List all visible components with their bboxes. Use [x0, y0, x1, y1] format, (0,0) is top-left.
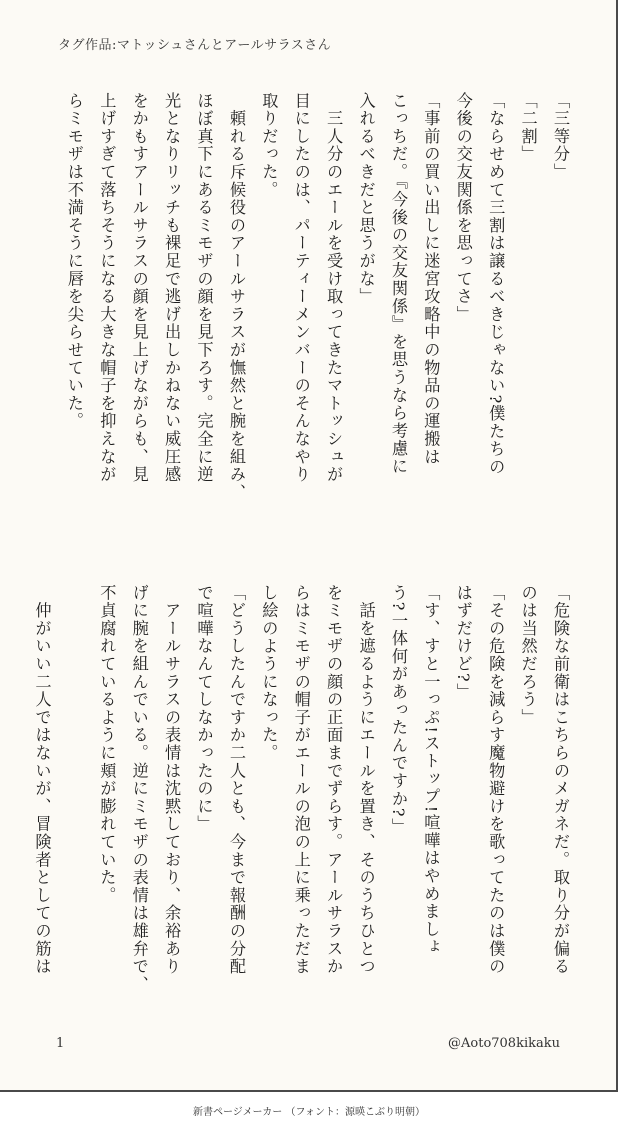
text-line: 上げすぎて落ちそうになる大きな帽子を抑えなが	[97, 92, 117, 484]
author-handle: @Aoto708kikaku	[448, 1036, 560, 1051]
text-line: う?一体何があったんですか?」	[388, 584, 408, 836]
text-line: のは当然だろう」	[518, 584, 538, 727]
page-header-title: タグ作品:マトッシュさんとアールサラスさん	[58, 38, 332, 53]
text-line: 不貞腐れているように頬が膨れていた。	[97, 584, 117, 905]
text-block-bottom	[32, 584, 576, 1014]
text-line: 今後の交友関係を思ってさ」	[453, 92, 473, 324]
text-line: らミモザは不満そうに唇を尖らせていた。	[64, 92, 84, 431]
text-line: 取りだった。	[259, 92, 279, 199]
text-block-top	[36, 92, 576, 522]
text-line: 「ならせめて三割は譲るべきじゃない?僕たちの	[486, 92, 506, 477]
text-line: 仲がいい二人ではないが、冒険者としての筋は	[32, 584, 52, 976]
text-line: 目にしたのは、パーティーメンバーのそんなやり	[291, 92, 311, 484]
page-number: 1	[56, 1036, 65, 1051]
text-line: をかもすアールサラスの顔を見上げながらも、見	[129, 92, 149, 484]
text-line: アールサラスの表情は沈黙しており、余裕あり	[162, 584, 182, 976]
text-line: 「危険な前衛はこちらのメガネだ。取り分が偏る	[551, 584, 570, 976]
text-line: し絵のようになった。	[259, 584, 279, 762]
text-line: 頼れる斥候役のアールサラスが憮然と腕を組み、	[226, 92, 246, 502]
text-line: こっちだ。『今後の交友関係』を思うなら考慮に	[388, 92, 408, 476]
text-line: をミモザの顔の正面までずらす。アールサラスか	[324, 584, 344, 976]
text-line: らはミモザの帽子がエールの泡の上に乗っただま	[291, 584, 311, 976]
text-line: 「す、すと一っぷ!ストップ!喧嘩はやめましょ	[421, 584, 441, 957]
text-line: げに腕を組んでいる。逆にミモザの表情は雄弁で、	[129, 584, 149, 994]
text-line: 「事前の買い出しに迷宮攻略中の物品の運搬は	[421, 92, 441, 466]
text-line: 「三等分」	[551, 92, 570, 181]
text-line: 光となりリッチも裸足で逃げ出しかねない威圧感	[162, 92, 182, 484]
text-line	[58, 584, 90, 1014]
text-line: で喧嘩なんてしなかったのに」	[194, 584, 214, 834]
text-line: 「その危険を減らす魔物避けを歌ってたのは僕の	[486, 584, 506, 976]
text-line: 三人分のエールを受け取ってきたマトッシュが	[324, 92, 344, 484]
text-line: 「どうしたんですか二人とも、今まで報酬の分配	[226, 584, 246, 976]
generator-credit: 新書ページメーカー （フォント：源暎こぶり明朝）	[193, 1107, 425, 1118]
text-line: はずだけど?」	[453, 584, 473, 702]
text-line: 入れるべきだと思うがな」	[356, 92, 376, 306]
text-line: ほぼ真下にあるミモザの顔を見下ろす。完全に逆	[194, 92, 214, 484]
text-line: 話を遮るようにエールを置き、そのうちひとつ	[356, 584, 376, 976]
text-line: 「二割」	[518, 92, 538, 164]
